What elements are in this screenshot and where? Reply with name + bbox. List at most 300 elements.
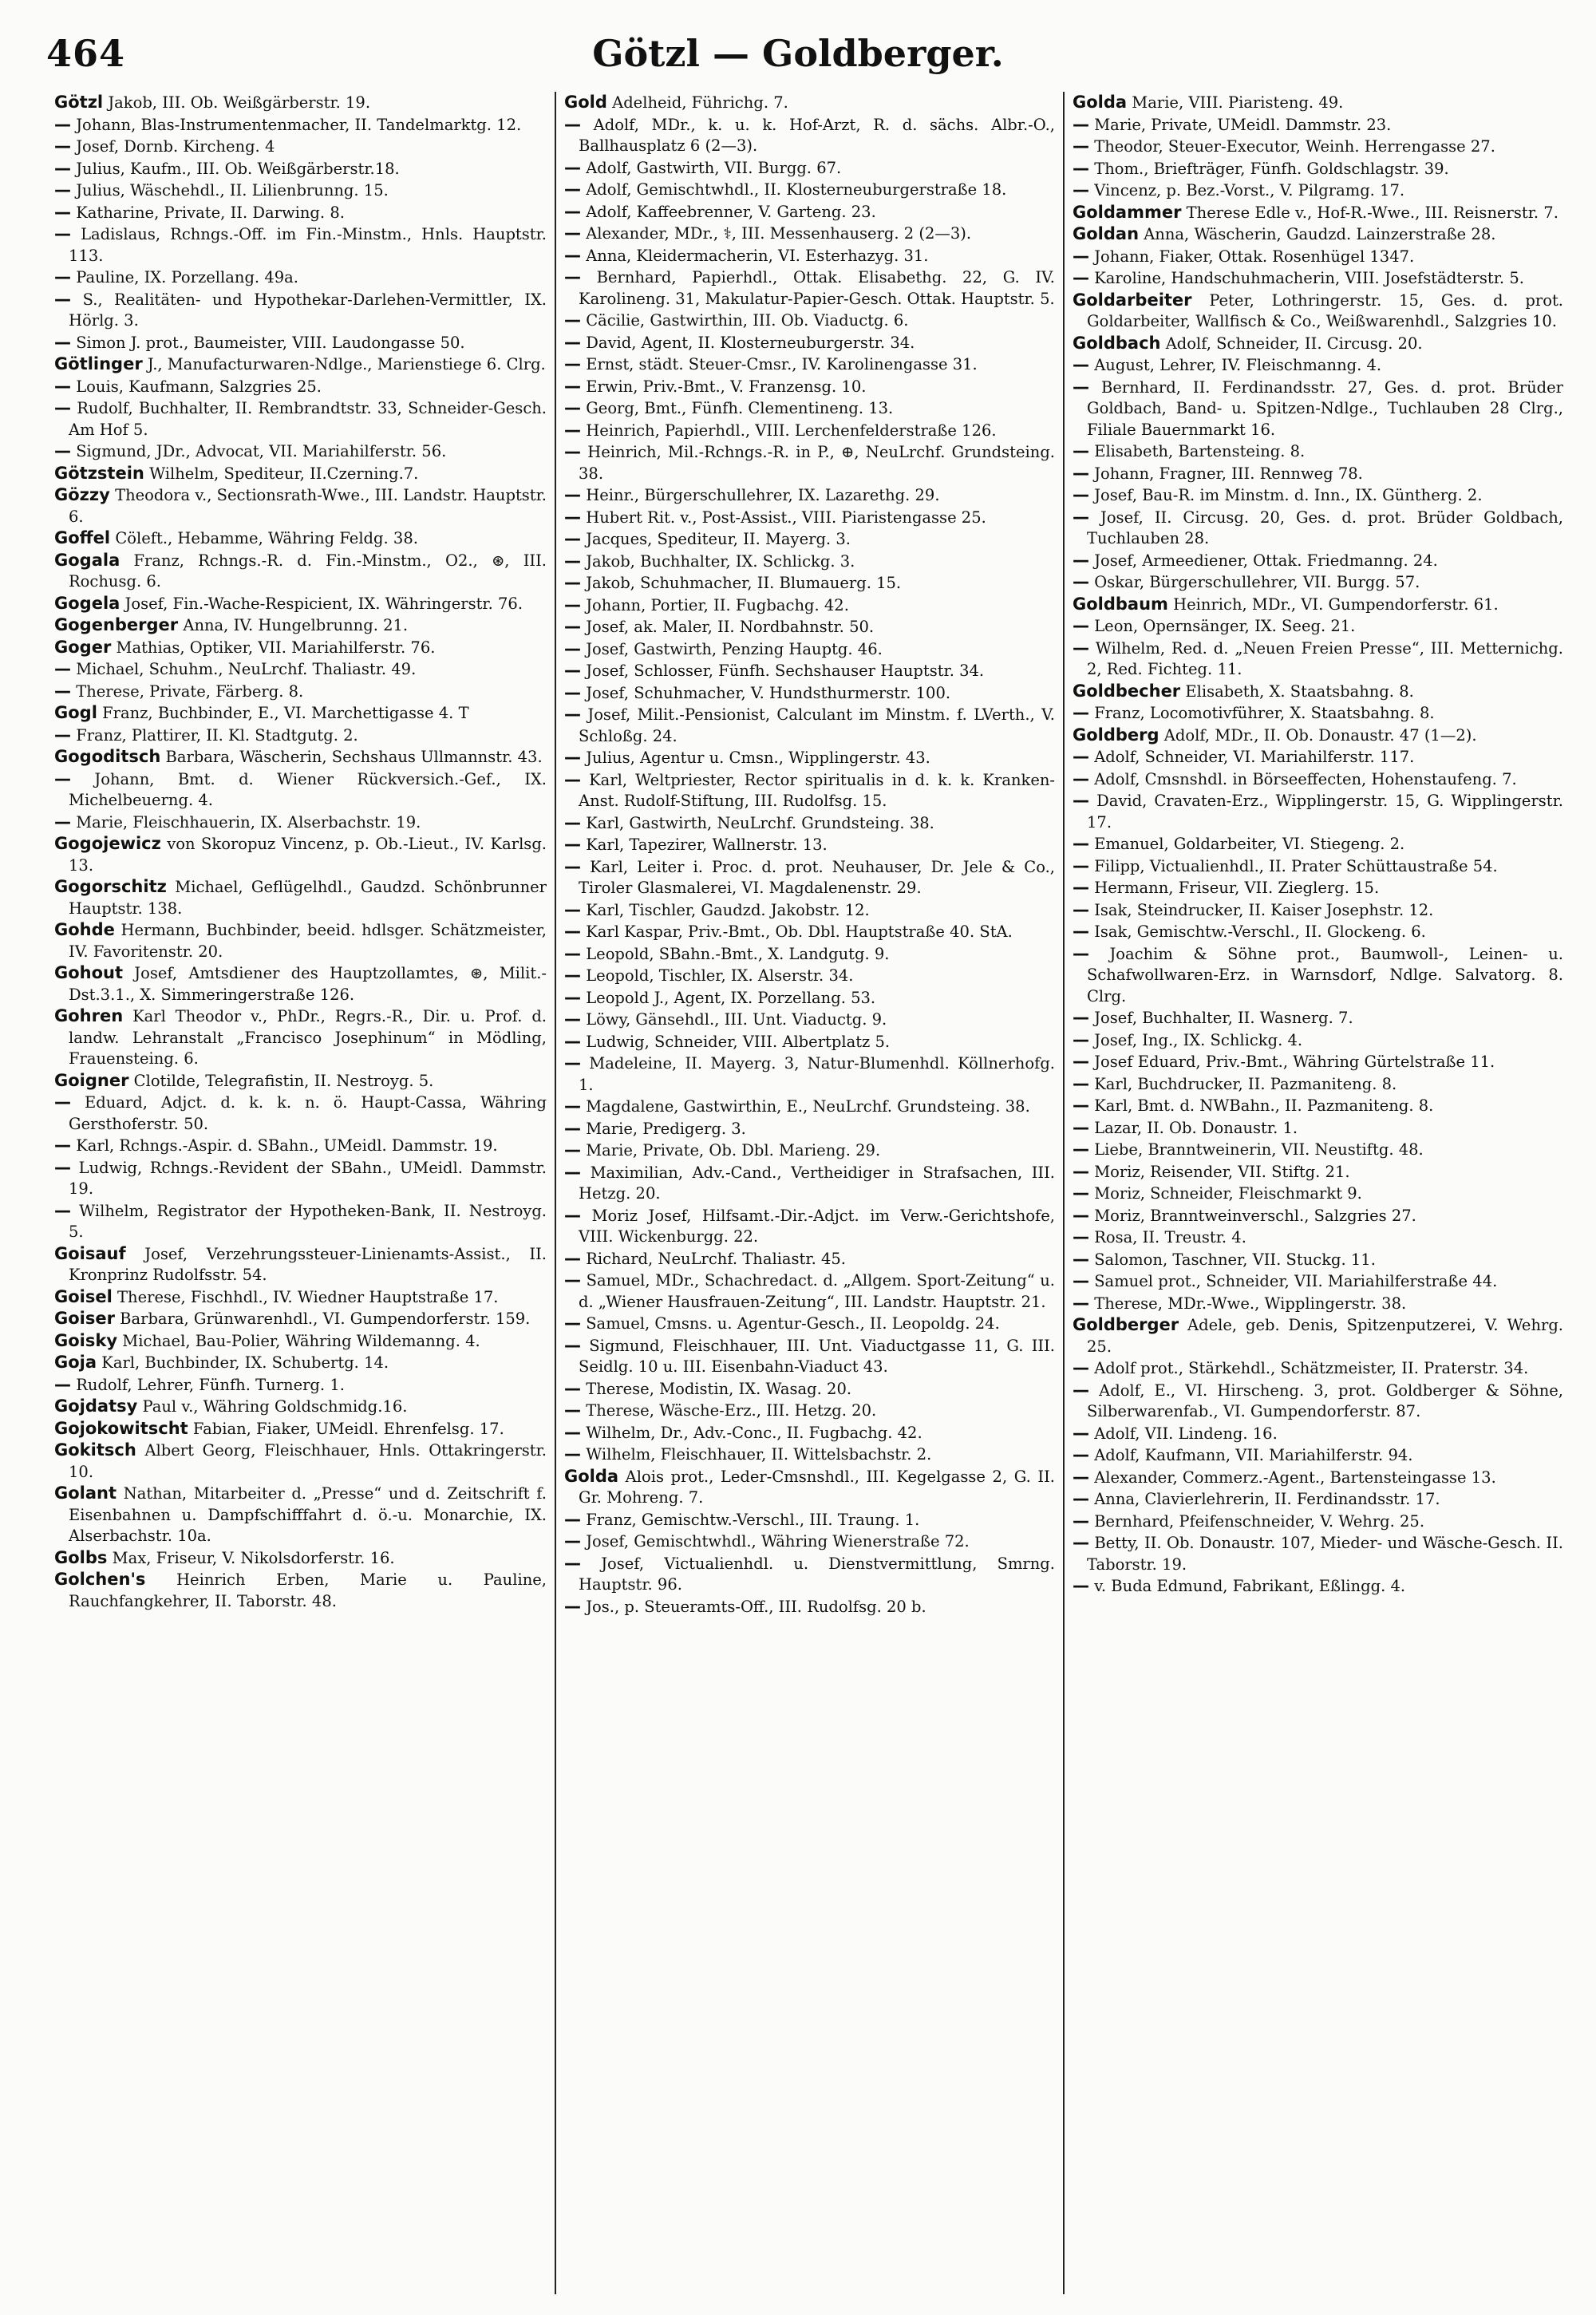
directory-entry [1073, 746, 1563, 768]
entry-headword: — [564, 1096, 581, 1116]
entry-text: Elisabeth, X. Staatsbahng. 8. [1185, 681, 1414, 701]
entry-text: Franz, Gemischtw.-Verschl., III. Traung. 1. [586, 1510, 920, 1529]
entry-text: Leopold J., Agent, IX. Porzellang. 53. [586, 988, 876, 1007]
entry-headword: — [1073, 616, 1089, 635]
directory-entry [54, 180, 547, 202]
entry-text: Pauline, IX. Porzellang. 49a. [76, 268, 298, 286]
entry-headword: — [1073, 768, 1089, 788]
directory-entry [564, 1422, 1055, 1444]
entry-text: Therese, Modistin, IX. Wasag. 20. [586, 1379, 852, 1398]
directory-entry [54, 725, 547, 747]
entry-headword: — [54, 1200, 71, 1220]
entry-text: Johann, Fragner, III. Rennweg 78. [1094, 464, 1363, 483]
entry-text: Marie, Private, Ob. Dbl. Marieng. 29. [586, 1141, 881, 1159]
entry-text: Marie, VIII. Piaristeng. 49. [1132, 93, 1344, 112]
entry-headword: — [564, 1162, 581, 1182]
entry-text: Clotilde, Telegrafistin, II. Nestroyg. 5. [133, 1071, 434, 1090]
directory-entry [564, 595, 1055, 617]
directory-entry [1073, 377, 1563, 441]
entry-text: von Skoropuz Vincenz, p. Ob.-Lieut., IV. Karlsg. 13. [69, 835, 547, 875]
entry-headword: Gold [564, 93, 607, 112]
entry-headword: Goisel [54, 1286, 113, 1306]
directory-entry [54, 637, 547, 659]
entry-headword: — [1073, 355, 1089, 374]
directory-entry [54, 289, 547, 332]
entry-headword: — [564, 267, 581, 286]
directory-entry [1073, 1467, 1563, 1489]
directory-entry [54, 681, 547, 703]
entry-headword: — [1073, 1117, 1089, 1137]
entry-headword: — [564, 376, 581, 396]
entry-headword: Goldberg [1073, 725, 1159, 745]
entry-headword: Golant [54, 1483, 117, 1503]
directory-entry [1073, 855, 1563, 878]
entry-headword: — [54, 1157, 71, 1177]
entry-text: Hermann, Friseur, VII. Zieglerg. 15. [1094, 879, 1380, 897]
entry-headword: — [54, 332, 71, 352]
directory-entry [1073, 1532, 1563, 1575]
directory-entry [1073, 702, 1563, 725]
entry-text: Liebe, Branntweinerin, VII. Neustiftg. 48. [1094, 1140, 1424, 1159]
entry-text: Rudolf, Buchhalter, II. Rembrandtstr. 33, Schneider-Gesch. Am Hof 5. [69, 399, 547, 439]
directory-entry [564, 1531, 1055, 1553]
entry-headword: — [54, 1374, 71, 1394]
entry-text: Alexander, MDr., ⚕, III. Messenhauserg. 2 (2—3). [586, 224, 972, 243]
directory-entry [54, 962, 547, 1005]
directory-entry [564, 943, 1055, 966]
directory-entry [564, 1162, 1055, 1205]
entry-text: Karl, Bmt. d. NWBahn., II. Pazmaniteng. 8. [1094, 1096, 1434, 1115]
entry-headword: Gojokowitscht [54, 1418, 188, 1438]
directory-entry [1073, 725, 1563, 747]
directory-entry [54, 1286, 547, 1309]
entry-text: Theodora v., Sectionsrath-Wwe., III. Landstr. Hauptstr. 6. [69, 486, 547, 526]
entry-text: Karl, Buchbinder, IX. Schubertg. 14. [101, 1353, 389, 1372]
entry-text: Max, Friseur, V. Nikolsdorferstr. 16. [112, 1548, 395, 1567]
entry-headword: — [54, 224, 71, 243]
entry-headword: — [1073, 1533, 1089, 1552]
entry-headword: Gogela [54, 593, 120, 613]
directory-entry [564, 267, 1055, 310]
entry-headword: — [54, 725, 71, 745]
directory-entry [54, 1330, 547, 1353]
entry-text: Richard, NeuLrchf. Thaliastr. 45. [586, 1249, 846, 1268]
directory-entry [54, 158, 547, 180]
directory-entry [1073, 1183, 1563, 1205]
entry-text: Alexander, Commerz.-Agent., Bartensteingasse 13. [1094, 1468, 1496, 1487]
entry-text: Josef, Amtsdiener des Hauptzollamtes, ⊛, Milit.-Dst.3.1., X. Simmeringerstraße 126. [69, 964, 547, 1004]
entry-headword: Götlinger [54, 354, 143, 373]
entry-headword: — [564, 595, 581, 614]
directory-entry [54, 332, 547, 354]
entry-text: Therese, Wäsche-Erz., III. Hetzg. 20. [586, 1401, 877, 1420]
entry-text: August, Lehrer, IV. Fleischmanng. 4. [1094, 356, 1382, 374]
entry-text: Karl, Tischler, Gaudzd. Jakobstr. 12. [586, 900, 870, 919]
entry-text: Paul v., Währing Goldschmidg.16. [142, 1397, 408, 1416]
entry-headword: — [1073, 485, 1089, 504]
entry-headword: Gogenberger [54, 615, 179, 634]
column-2 [555, 92, 1063, 2294]
directory-entry [1073, 1051, 1563, 1073]
directory-entry [1073, 571, 1563, 594]
directory-entry [564, 1596, 1055, 1618]
directory-entry [54, 876, 547, 919]
directory-entry [54, 1547, 547, 1570]
entry-headword: — [54, 681, 71, 701]
directory-entry [564, 704, 1055, 747]
entry-text: Franz, Rchngs.-R. d. Fin.-Minstm., O2., ⊛, III. Rochusg. 6. [69, 551, 547, 591]
entry-text: Leopold, SBahn.-Bmt., X. Landgutg. 9. [586, 944, 890, 963]
entry-text: Josef, Schuhmacher, V. Hundsthurmerstr. 100. [586, 683, 951, 702]
entry-text: Josef, ak. Maler, II. Nordbahnstr. 50. [586, 618, 875, 636]
entry-headword: Götzl [54, 93, 104, 112]
entry-headword: — [1073, 943, 1089, 963]
entry-headword: — [564, 856, 581, 876]
entry-text: Adolf, Cmsnshdl. in Börseeffecten, Hohenstaufeng. 7. [1094, 769, 1517, 788]
directory-entry [1073, 615, 1563, 638]
directory-entry [54, 1243, 547, 1286]
directory-entry [1073, 1161, 1563, 1183]
directory-entry [564, 1444, 1055, 1466]
entry-text: Adolf, E., VI. Hirscheng. 3, prot. Goldberger & Söhne, Silberwarenfab., VI. Gumpendorferstr. 87. [1087, 1381, 1563, 1420]
entry-text: Leon, Opernsänger, IX. Seeg. 21. [1094, 617, 1356, 635]
entry-headword: — [564, 661, 581, 680]
directory-entry [54, 397, 547, 440]
entry-headword: Goldberger [1073, 1315, 1179, 1334]
entry-headword: Götzstein [54, 463, 144, 483]
entry-headword: — [564, 748, 581, 767]
entry-text: Wilhelm, Red. d. „Neuen Freien Presse“, III. Metternichg. 2, Red. Fichteg. 11. [1087, 638, 1563, 678]
directory-entry [564, 1335, 1055, 1378]
entry-text: Erwin, Priv.-Bmt., V. Franzensg. 10. [586, 377, 867, 396]
directory-entry [564, 376, 1055, 398]
directory-entry [1073, 790, 1563, 833]
entry-text: Therese, MDr.-Wwe., Wipplingerstr. 38. [1094, 1294, 1407, 1313]
entry-text: Marie, Private, UMeidl. Dammstr. 23. [1094, 115, 1392, 134]
entry-text: Jakob, Buchhalter, IX. Schlickg. 3. [586, 551, 855, 571]
entry-text: Adolf, Schneider, VI. Mariahilferstr. 117. [1094, 748, 1415, 766]
entry-text: Moriz, Reisender, VII. Stiftg. 21. [1094, 1162, 1350, 1181]
directory-entry [1073, 1380, 1563, 1423]
directory-entry [1073, 1357, 1563, 1380]
directory-entry [564, 1248, 1055, 1270]
directory-entry [564, 1118, 1055, 1140]
entry-headword: — [1073, 572, 1089, 591]
entry-headword: Gogl [54, 703, 97, 722]
entry-headword: — [54, 180, 71, 200]
entry-headword: — [564, 420, 581, 440]
entry-headword: — [564, 1031, 581, 1051]
entry-headword: — [564, 201, 581, 221]
entry-headword: Goldbaum [1073, 594, 1168, 614]
entry-text: Anna, Kleidermacherin, VI. Esterhazyg. 31. [586, 246, 929, 265]
entry-headword: Goldbecher [1073, 681, 1181, 701]
entry-headword: Gözzy [54, 485, 110, 504]
directory-entry [1073, 114, 1563, 136]
entry-text: Bernhard, II. Ferdinandsstr. 27, Ges. d. prot. Brüder Goldbach, Band- u. Spitzen-Ndlge., Tuchlauben 28 Clrg., Filiale Bauernmarkt 16. [1087, 377, 1563, 439]
entry-text: Fabian, Fiaker, UMeidl. Ehrenfelsg. 17. [192, 1419, 504, 1438]
entry-text: Heinr., Bürgerschullehrer, IX. Lazarethg. 29. [586, 486, 940, 504]
directory-entry [54, 1157, 547, 1200]
entry-text: Karl, Gastwirth, NeuLrchf. Grundsteing. 38. [586, 813, 934, 832]
entry-text: Josef, Victualienhdl. u. Dienstvermittlung, Smrng. Hauptstr. 96. [579, 1554, 1055, 1594]
directory-entry [1073, 594, 1563, 616]
entry-text: Adolf, MDr., k. u. k. Hof-Arzt, R. d. sächs. Albr.-O., Ballhausplatz 6 (2—3). [579, 115, 1055, 155]
entry-headword: Gohout [54, 963, 124, 982]
entry-text: Barbara, Grünwarenhdl., VI. Gumpendorferstr. 159. [120, 1310, 531, 1328]
directory-entry [564, 484, 1055, 507]
directory-entry [564, 1205, 1055, 1248]
entry-text: Franz, Locomotivführer, X. Staatsbahng. 8. [1094, 704, 1435, 722]
entry-text: Barbara, Wäscherin, Sechshaus Ullmannstr. 43. [165, 748, 543, 766]
entry-text: Bernhard, Pfeifenschneider, V. Wehrg. 25. [1094, 1511, 1425, 1531]
entry-headword: — [564, 1140, 581, 1159]
directory-entry [54, 1440, 547, 1483]
entry-headword: — [54, 659, 71, 678]
entry-text: Josef, II. Circusg. 20, Ges. d. prot. Brüder Goldbach, Tuchlauben 28. [1087, 508, 1563, 547]
entry-text: Elisabeth, Bartensteing. 8. [1094, 442, 1306, 460]
entry-text: Josef, Buchhalter, II. Wasnerg. 7. [1094, 1009, 1353, 1027]
directory-entry [564, 1270, 1055, 1313]
directory-entry [1073, 1095, 1563, 1117]
entry-text: Ludwig, Rchngs.-Revident der SBahn., UMeidl. Dammstr. 19. [69, 1158, 547, 1198]
entry-text: Julius, Wäschehdl., II. Lilienbrunng. 15. [76, 181, 389, 200]
entry-text: Johann, Bmt. d. Wiener Rückversich.-Gef., IX. Michelbeuerng. 4. [69, 769, 547, 809]
directory-entry [564, 332, 1055, 354]
entry-text: Rudolf, Lehrer, Fünfh. Turnerg. 1. [76, 1375, 345, 1394]
directory-entry [1073, 1249, 1563, 1271]
directory-entry [564, 899, 1055, 922]
entry-text: Karoline, Handschuhmacherin, VIII. Josefstädterstr. 5. [1094, 269, 1524, 287]
directory-entry [564, 507, 1055, 529]
entry-headword: — [564, 1248, 581, 1268]
directory-entry [1073, 507, 1563, 550]
entry-text: Therese, Fischhdl., IV. Wiedner Hauptstraße 17. [117, 1287, 499, 1306]
entry-headword: — [564, 1596, 581, 1616]
directory-entry [564, 397, 1055, 420]
directory-entry [54, 812, 547, 834]
entry-text: Ernst, städt. Steuer-Cmsr., IV. Karolinengasse 31. [586, 355, 978, 373]
entry-headword: — [54, 158, 71, 178]
entry-headword: — [564, 114, 581, 134]
entry-headword: Gohren [54, 1006, 124, 1025]
entry-text: Josef, Milit.-Pensionist, Calculant im Minstm. f. LVerth., V. Schloßg. 24. [579, 705, 1055, 745]
entry-text: David, Cravaten-Erz., Wipplingerstr. 15, G. Wipplingerstr. 17. [1087, 792, 1563, 832]
directory-entry [564, 682, 1055, 705]
entry-text: Cäcilie, Gastwirthin, III. Ob. Viaductg. 6. [586, 311, 909, 330]
entry-headword: — [564, 1270, 581, 1290]
directory-entry [564, 179, 1055, 201]
directory-entry [564, 638, 1055, 661]
directory-entry [564, 354, 1055, 376]
entry-headword: — [564, 245, 581, 265]
directory-entry [564, 92, 1055, 114]
entry-text: Alois prot., Leder-Cmsnshdl., III. Kegelgasse 2, G. II. Gr. Mohreng. 7. [579, 1467, 1056, 1507]
directory-entry [54, 1374, 547, 1397]
entry-headword: — [564, 442, 581, 461]
entry-headword: — [564, 573, 581, 592]
directory-entry [564, 441, 1055, 484]
entry-headword: — [1073, 1511, 1089, 1531]
entry-headword: Goldbach [1073, 333, 1161, 353]
entry-headword: — [54, 114, 71, 134]
entry-headword: — [1073, 1249, 1089, 1269]
entry-text: David, Agent, II. Klosterneuburgerstr. 34. [586, 333, 915, 352]
entry-headword: — [54, 398, 71, 417]
directory-entry [1073, 333, 1563, 355]
entry-headword: — [1073, 1293, 1089, 1313]
entry-text: S., Realitäten- und Hypothekar-Darlehen-Vermittler, IX. Hörlg. 3. [69, 290, 547, 330]
entry-text: Emanuel, Goldarbeiter, VI. Stiegeng. 2. [1094, 835, 1405, 853]
entry-text: Theodor, Steuer-Executor, Weinh. Herrengasse 27. [1094, 137, 1495, 156]
entry-text: Josef, Bau-R. im Minstm. d. Inn., IX. Güntherg. 2. [1094, 486, 1483, 504]
entry-headword: — [564, 922, 581, 941]
entry-headword: — [564, 507, 581, 527]
entry-text: Moriz Josef, Hilfsamt.-Dir.-Adjct. im Verw.-Gerichtshofe, VIII. Wickenburgg. 22. [579, 1206, 1055, 1246]
entry-text: Wilhelm, Registrator der Hypotheken-Bank, II. Nestroyg. 5. [69, 1201, 547, 1241]
entry-headword: — [564, 1378, 581, 1398]
entry-headword: — [564, 551, 581, 571]
directory-entry [1073, 921, 1563, 943]
entry-text: Josef, Schlosser, Fünfh. Sechshauser Hauptstr. 34. [586, 662, 985, 680]
directory-entry [1073, 1007, 1563, 1029]
entry-text: Samuel prot., Schneider, VII. Mariahilferstraße 44. [1094, 1272, 1498, 1290]
directory-entry [54, 114, 547, 136]
directory-entry [564, 1378, 1055, 1400]
entry-text: Adolf, MDr., II. Ob. Donaustr. 47 (1—2). [1163, 725, 1477, 745]
directory-entry [1073, 1205, 1563, 1227]
entry-headword: — [1073, 1576, 1089, 1595]
directory-entry [1073, 136, 1563, 158]
entry-headword: — [564, 943, 581, 963]
entry-text: Jacques, Spediteur, II. Mayerg. 3. [586, 530, 851, 548]
directory-entry [54, 1070, 547, 1092]
entry-headword: — [564, 485, 581, 504]
directory-entry [564, 223, 1055, 245]
directory-entry [564, 1009, 1055, 1031]
entry-text: Ludwig, Schneider, VIII. Albertplatz 5. [586, 1032, 891, 1051]
entry-text: Joachim & Söhne prot., Baumwoll-, Leinen- u. Schafwollwaren-Erz. in Warnsdorf, Ndlge. Salvatorg. 8. Clrg. [1087, 944, 1563, 1005]
entry-text: Hermann, Buchbinder, beeid. hdlsger. Schätzmeister, IV. Favoritenstr. 20. [69, 921, 547, 961]
entry-text: Heinrich, Papierhdl., VIII. Lerchenfelderstraße 126. [586, 421, 997, 440]
entry-headword: — [1073, 747, 1089, 766]
entry-headword: — [1073, 703, 1089, 722]
entry-headword: — [1073, 1073, 1089, 1093]
directory-entry [54, 267, 547, 289]
directory-entry [564, 747, 1055, 769]
entry-text: Jakob, Schuhmacher, II. Blumauerg. 15. [586, 574, 902, 592]
entry-headword: — [1073, 441, 1089, 460]
entry-text: Eduard, Adjct. d. k. k. n. ö. Haupt-Cassa, Währing Gersthoferstr. 50. [69, 1093, 547, 1133]
entry-text: Josef, Armeediener, Ottak. Friedmanng. 24. [1094, 551, 1438, 570]
entry-text: Anna, IV. Hungelbrunng. 21. [183, 616, 409, 634]
directory-entry [54, 1569, 547, 1612]
directory-entry [564, 201, 1055, 223]
entry-text: Wilhelm, Spediteur, II.Czerning.7. [149, 464, 419, 483]
directory-entry [564, 1053, 1055, 1096]
entry-text: Leopold, Tischler, IX. Alserstr. 34. [586, 966, 854, 985]
directory-entry [54, 376, 547, 398]
entry-text: Wilhelm, Fleischhauer, II. Wittelsbachstr. 2. [586, 1445, 932, 1464]
entry-text: Hubert Rit. v., Post-Assist., VIII. Piaristengasse 25. [586, 508, 986, 527]
entry-text: Sigmund, JDr., Advocat, VII. Mariahilferstr. 56. [76, 442, 447, 460]
entry-text: Anna, Clavierlehrerin, II. Ferdinandsstr. 17. [1094, 1490, 1440, 1508]
entry-headword: — [564, 682, 581, 702]
entry-headword: — [1073, 834, 1089, 853]
entry-text: Anna, Wäscherin, Gaudzd. Lainzerstraße 28. [1144, 225, 1496, 243]
directory-entry [1073, 290, 1563, 333]
entry-text: Adolf, Gastwirth, VII. Burgg. 67. [586, 158, 842, 177]
entry-text: Sigmund, Fleischhauer, III. Unt. Viaductgasse 11, G. III. Seidlg. 10 u. III. Eisenbahn-Viaduct 43. [579, 1336, 1056, 1376]
directory-entry [564, 616, 1055, 638]
entry-headword: — [1073, 1227, 1089, 1246]
directory-entry [1073, 223, 1563, 246]
entry-headword: Gokitsch [54, 1440, 136, 1460]
entry-text: Marie, Fleischhauerin, IX. Alserbachstr. 19. [76, 812, 421, 832]
entry-text: Bernhard, Papierhdl., Ottak. Elisabethg. 22, G. IV. Karolineng. 31, Makulatur-Papier-Gesch. Ottak. Hauptstr. 5. [579, 268, 1055, 308]
entry-text: Magdalene, Gastwirthin, E., NeuLrchf. Grundsteing. 38. [586, 1097, 1030, 1116]
directory-entry [564, 157, 1055, 180]
entry-headword: — [564, 835, 581, 854]
entry-headword: — [1073, 1029, 1089, 1049]
entry-headword: — [54, 812, 71, 832]
entry-headword: — [564, 638, 581, 658]
directory-entry [1073, 246, 1563, 268]
entry-headword: — [564, 157, 581, 177]
entry-text: Karl, Weltpriester, Rector spiritualis in d. k. k. Kranken-Anst. Rudolf-Stiftung, III. Rudolfsg. 15. [579, 770, 1056, 810]
directory-entry [564, 812, 1055, 835]
directory-entry [54, 1352, 547, 1374]
directory-entry [1073, 158, 1563, 180]
directory-entry [1073, 943, 1563, 1008]
entry-text: Heinrich, Mil.-Rchngs.-R. in P., ⊕, NeuLrchf. Grundsteing. 38. [579, 443, 1055, 483]
entry-headword: Goldan [1073, 224, 1140, 243]
entry-headword: — [1073, 1205, 1089, 1225]
entry-text: Peter, Lothringerstr. 15, Ges. d. prot. Goldarbeiter, Wallfisch & Co., Weißwarenhdl., Salzgries 10. [1087, 290, 1563, 330]
entry-headword: — [1073, 1467, 1089, 1487]
entry-text: Johann, Fiaker, Ottak. Rosenhügel 1347. [1094, 247, 1415, 266]
entry-text: Cöleft., Hebamme, Währing Feldg. 38. [115, 529, 418, 547]
directory-entry [1073, 1073, 1563, 1096]
directory-entry [54, 550, 547, 593]
entry-headword: — [1073, 1096, 1089, 1115]
entry-text: Filipp, Victualienhdl., II. Prater Schüttaustraße 54. [1094, 856, 1498, 875]
entry-text: Adelheid, Führichg. 7. [612, 93, 788, 112]
directory-entry [1073, 1293, 1563, 1315]
entry-text: Nathan, Mitarbeiter d. „Presse“ und d. Zeitschrift f. Eisenbahnen u. Dampfschifffahrt d. ö.-u. Monarchie, IX. Alserbachstr. 10a. [69, 1484, 547, 1545]
directory-entry [564, 528, 1055, 551]
entry-text: Ladislaus, Rchngs.-Off. im Fin.-Minstm., Hnls. Hauptstr. 113. [69, 225, 547, 265]
entry-headword: Gojdatsy [54, 1397, 138, 1416]
entry-text: Josef, Gemischtwhdl., Währing Wienerstraße 72. [586, 1532, 970, 1551]
directory-entry [54, 702, 547, 725]
entry-headword: — [54, 289, 71, 309]
entry-headword: — [1073, 638, 1089, 658]
entry-headword: — [564, 1553, 581, 1573]
directory-entry [1073, 92, 1563, 114]
entry-headword: — [564, 223, 581, 243]
directory-entry [564, 987, 1055, 1009]
directory-entry [1073, 1227, 1563, 1249]
entry-text: Karl, Rchngs.-Aspir. d. SBahn., UMeidl. Dammstr. 19. [76, 1136, 498, 1155]
entry-text: Vincenz, p. Bez.-Vorst., V. Pilgramg. 17. [1094, 181, 1405, 200]
directory-entry [1073, 267, 1563, 290]
entry-headword: Golchen's [54, 1570, 146, 1589]
entry-headword: — [1073, 1161, 1089, 1181]
entry-text: Salomon, Taschner, VII. Stuckg. 11. [1094, 1250, 1376, 1269]
entry-headword: — [564, 1400, 581, 1420]
directory-entry [564, 1140, 1055, 1162]
